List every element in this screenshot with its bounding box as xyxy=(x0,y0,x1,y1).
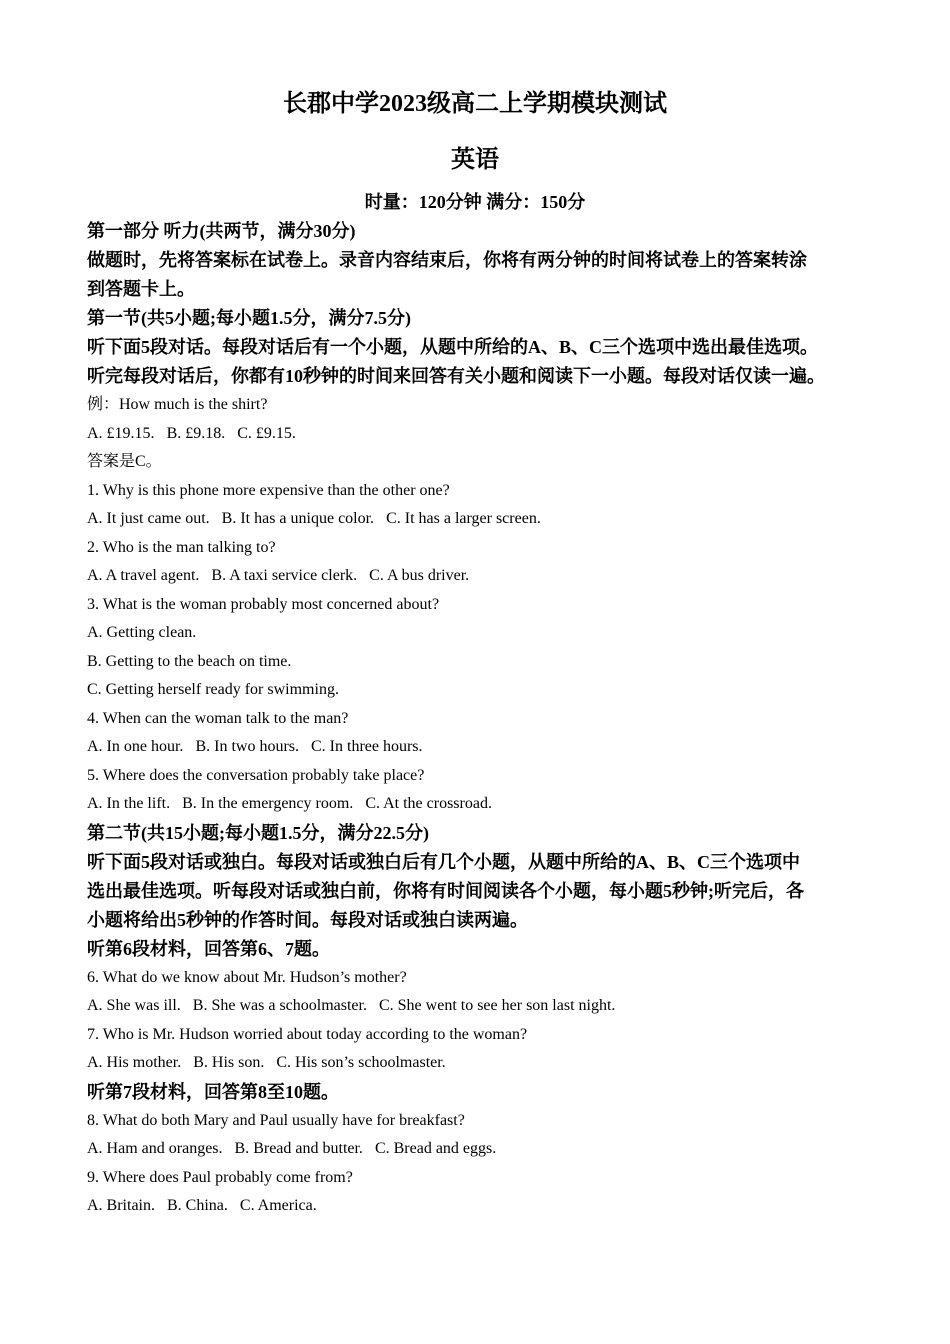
option-c: C. America. xyxy=(239,1197,317,1214)
question-6-options xyxy=(87,992,887,1021)
question-9: 9. Where does Paul probably come from? xyxy=(87,1168,353,1186)
section2-instruction-line: 听下面5段对话或独白。每段对话或独白后有几个小题，从题中所给的A、B、C三个选项中 xyxy=(87,851,800,872)
option-a: A. His mother. xyxy=(87,1054,182,1071)
option-c: C. At the crossroad. xyxy=(365,795,492,812)
section2-instruction-line: 选出最佳选项。听每段对话或独白前，你将有时间阅读各个小题，每小题5秒钟;听完后，各 xyxy=(87,880,804,901)
option-a: A. £19.15. xyxy=(87,424,155,442)
time-score-line: 时量：120分钟 满分：150分 xyxy=(364,192,586,212)
option-c: C. She went to see her son last night. xyxy=(378,997,616,1014)
question-3-option-a: A. Getting clean. xyxy=(87,624,197,641)
question-3-option-b: B. Getting to the beach on time. xyxy=(87,652,292,670)
question-6: 6. What do we know about Mr. Hudson’s mother? xyxy=(87,968,407,986)
question-1-options xyxy=(87,505,887,534)
exam-title: 长郡中学2023级高二上学期模块测试 xyxy=(283,91,667,117)
question-7-options xyxy=(87,1049,887,1078)
option-c: C. It has a larger screen. xyxy=(386,510,541,527)
option-a: A. In the lift. xyxy=(87,795,171,812)
option-b: B. A taxi service clerk. xyxy=(211,567,358,584)
question-3-option-c: C. Getting herself ready for swimming. xyxy=(87,681,339,698)
question-5-options xyxy=(87,790,887,819)
option-a: A. A travel agent. xyxy=(87,567,200,584)
option-a: A. In one hour. xyxy=(87,738,184,755)
option-b: B. She was a schoolmaster. xyxy=(192,997,367,1014)
option-a: A. Britain. xyxy=(87,1197,155,1214)
material-7-heading: 听第7段材料，回答第8至10题。 xyxy=(87,1081,339,1102)
option-c: C. Bread and eggs. xyxy=(374,1140,497,1157)
option-b: B. It has a unique color. xyxy=(221,510,375,527)
part1-instruction-line: 到答题卡上。 xyxy=(87,279,195,299)
section1-heading: 第一节(共5小题;每小题1.5分，满分7.5分) xyxy=(87,308,411,328)
part1-instruction-line: 做题时，先将答案标在试卷上。录音内容结束后，你将有两分钟的时间将试卷上的答案转涂 xyxy=(87,250,807,270)
material-6-heading: 听第6段材料，回答第6、7题。 xyxy=(87,938,330,959)
example-question: 例：How much is the shirt? xyxy=(87,396,268,413)
question-1: 1. Why is this phone more expensive than the other one? xyxy=(87,481,450,499)
question-2-options xyxy=(87,562,887,591)
option-b: B. His son. xyxy=(193,1054,265,1071)
option-b: B. China. xyxy=(167,1197,228,1214)
question-8: 8. What do both Mary and Paul usually have for breakfast? xyxy=(87,1111,465,1129)
subject-title: 英语 xyxy=(451,147,499,173)
option-b: B. In the emergency room. xyxy=(182,795,354,812)
section2-heading: 第二节(共15小题;每小题1.5分，满分22.5分) xyxy=(87,822,429,843)
option-a: A. It just came out. xyxy=(87,510,210,527)
question-5: 5. Where does the conversation probably take place? xyxy=(87,766,425,784)
option-c: C. His son’s schoolmaster. xyxy=(276,1054,446,1071)
question-8-options xyxy=(87,1135,887,1164)
question-3: 3. What is the woman probably most concerned about? xyxy=(87,595,440,613)
part1-heading: 第一部分 听力(共两节，满分30分) xyxy=(87,221,356,241)
question-4-options xyxy=(87,733,887,762)
option-b: B. Bread and butter. xyxy=(234,1140,363,1157)
option-c: C. £9.15. xyxy=(237,424,296,442)
question-2: 2. Who is the man talking to? xyxy=(87,538,276,556)
section1-instruction-line: 听完每段对话后，你都有10秒钟的时间来回答有关小题和阅读下一小题。每段对话仅读一遍。 xyxy=(87,366,825,386)
option-c: C. A bus driver. xyxy=(369,567,470,584)
question-4: 4. When can the woman talk to the man? xyxy=(87,709,349,727)
question-9-options xyxy=(87,1192,887,1221)
exam-content xyxy=(87,217,887,1221)
example-answer: 答案是C。 xyxy=(87,453,162,470)
section1-instruction-line: 听下面5段对话。每段对话后有一个小题，从题中所给的A、B、C三个选项中选出最佳选项。 xyxy=(87,337,818,357)
example-options xyxy=(87,420,887,449)
option-a: A. Ham and oranges. xyxy=(87,1140,223,1157)
question-7: 7. Who is Mr. Hudson worried about today according to the woman? xyxy=(87,1025,528,1043)
section2-instruction-line: 小题将给出5秒钟的作答时间。每段对话或独白读两遍。 xyxy=(87,909,528,930)
option-b: B. £9.18. xyxy=(166,424,226,442)
option-c: C. In three hours. xyxy=(311,738,423,755)
option-b: B. In two hours. xyxy=(195,738,299,755)
option-a: A. She was ill. xyxy=(87,997,181,1014)
